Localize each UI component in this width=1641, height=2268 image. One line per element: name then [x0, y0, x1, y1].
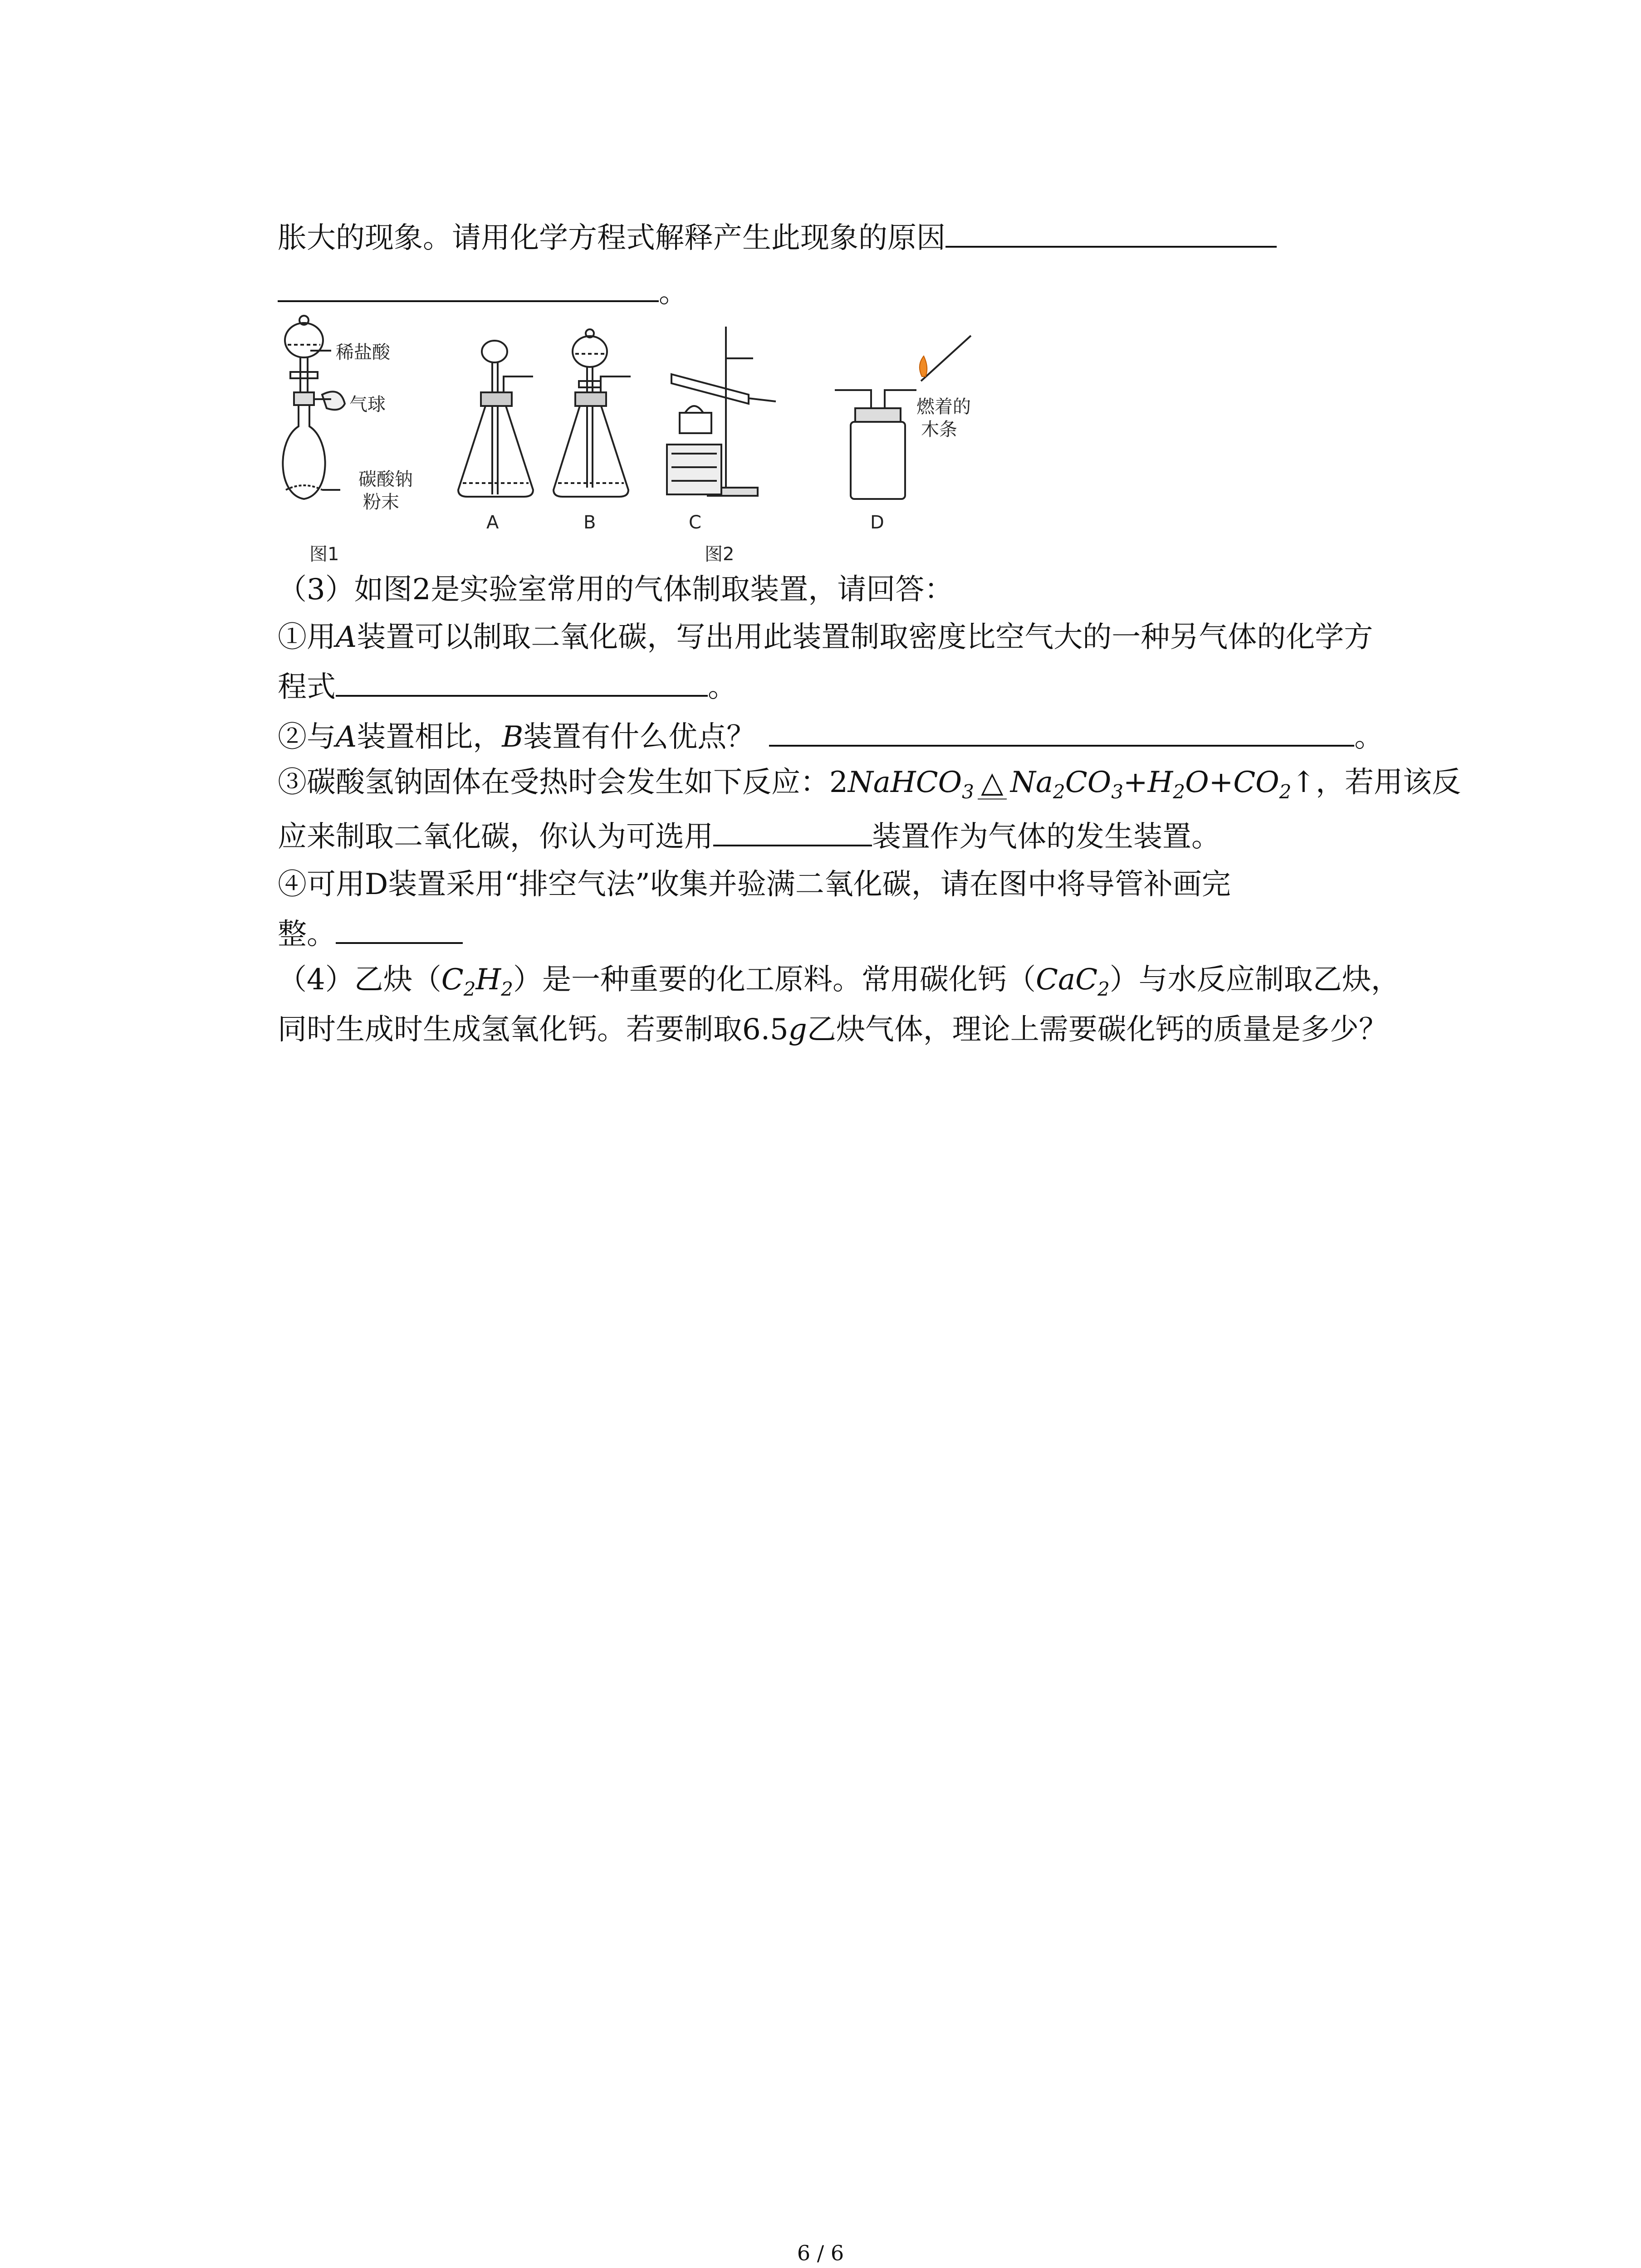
text: +: [1123, 766, 1148, 799]
q3-p4-line2: [278, 914, 463, 953]
q3-p3-line1: [278, 764, 1461, 801]
text: 3: [962, 781, 974, 803]
q2-line-1: [278, 218, 1277, 256]
text: A: [336, 621, 357, 654]
apparatus-a: [458, 341, 533, 497]
text: 整。: [278, 918, 336, 951]
text: ①用: [278, 621, 336, 654]
q3-intro: [278, 572, 953, 608]
text: ）是一种重要的化工原料。常用碳化钙（: [513, 963, 1036, 997]
heat-symbol: [974, 764, 1010, 801]
text: O: [1185, 766, 1209, 799]
label-c: C: [689, 512, 701, 533]
text: 程式: [278, 670, 336, 704]
fig2-caption: 图2: [705, 544, 735, 565]
text: CO: [1233, 766, 1279, 799]
q2-text: 胀大的现象。请用化学方程式解释产生此现象的原因: [278, 221, 945, 255]
text: 装置相比，: [357, 720, 502, 754]
text: 2: [1097, 978, 1110, 1000]
q3-intro-text: （3）如图2是实验室常用的气体制取装置，请回答：: [278, 573, 954, 606]
answer-blank[interactable]: [713, 816, 872, 846]
page-number: 6 / 6: [797, 2241, 844, 2265]
answer-blank[interactable]: [278, 272, 659, 302]
text: ，若用该反: [1315, 766, 1461, 799]
apparatus-c: [667, 327, 776, 496]
text: （4）乙炔（: [278, 963, 441, 997]
text: 乙炔气体，理论上需要碳化钙的质量是多少？: [807, 1013, 1388, 1046]
answer-blank[interactable]: [945, 218, 1277, 248]
text: CO: [1065, 766, 1112, 799]
label-stick: 木条: [921, 419, 957, 440]
text: ②与: [278, 720, 336, 754]
text: 3: [1111, 781, 1123, 803]
q3-p3-line2: [278, 816, 1220, 855]
label-acid: 稀盐酸: [336, 342, 390, 363]
text: 装置作为气体的发生装置。: [872, 820, 1220, 854]
answer-blank[interactable]: [769, 717, 1354, 747]
text: 同时生成时生成氢氧化钙。若要制取6.5: [278, 1013, 789, 1046]
answer-blank[interactable]: [336, 667, 708, 697]
label-a: A: [486, 512, 499, 533]
text: 2: [463, 978, 476, 1000]
flame-icon: [920, 356, 927, 376]
text: △: [981, 766, 1004, 799]
q2-line-2: [278, 272, 688, 311]
label-balloon: 气球: [349, 394, 386, 415]
text: ）与水反应制取乙炔，: [1109, 963, 1400, 997]
text: 。: [1354, 720, 1384, 754]
text: NaHCO: [847, 766, 962, 799]
q3-p4-line1: [278, 866, 1231, 903]
text: Na: [1010, 766, 1053, 799]
text: A: [336, 720, 357, 754]
text: 2: [1173, 781, 1185, 803]
apparatus-figure: [272, 308, 1007, 576]
text: 2: [501, 978, 513, 1000]
q3-p1-line1: [278, 619, 1373, 655]
answer-blank[interactable]: [336, 914, 463, 944]
text: ↑: [1291, 766, 1316, 799]
text: H: [1147, 766, 1173, 799]
text: 2: [1279, 781, 1292, 803]
text: 装置有什么优点？: [523, 720, 756, 754]
text: +: [1209, 766, 1234, 799]
text: H: [475, 963, 501, 997]
label-d: D: [870, 512, 884, 533]
text: 装置可以制取二氧化碳，写出用此装置制取密度比空气大的一种另气体的化学方: [357, 621, 1373, 654]
label-burning: 燃着的: [916, 396, 971, 417]
label-b: B: [583, 512, 596, 533]
q4-line2: [278, 1012, 1388, 1048]
text: CaC: [1035, 963, 1098, 997]
period: 。: [659, 276, 688, 309]
label-powder-2: 粉末: [363, 492, 399, 513]
text: 。: [708, 670, 737, 704]
text: 应来制取二氧化碳，你认为可选用: [278, 820, 713, 854]
apparatus-d: [835, 336, 971, 499]
text: ④可用D装置采用“排空气法”收集并验满二氧化碳，请在图中将导管补画完: [278, 868, 1231, 901]
apparatus-b: [554, 329, 631, 497]
q4-line1: [278, 962, 1400, 998]
label-powder-1: 碳酸钠: [358, 469, 413, 490]
q3-p1-line2: [278, 667, 737, 705]
text: ③碳酸氢钠固体在受热时会发生如下反应：2: [278, 766, 848, 799]
q3-p2: [278, 717, 1383, 755]
text: C: [441, 963, 464, 997]
text: g: [788, 1013, 807, 1046]
fig1-caption: 图1: [309, 544, 339, 565]
text: 2: [1053, 781, 1065, 803]
text: B: [502, 720, 524, 754]
